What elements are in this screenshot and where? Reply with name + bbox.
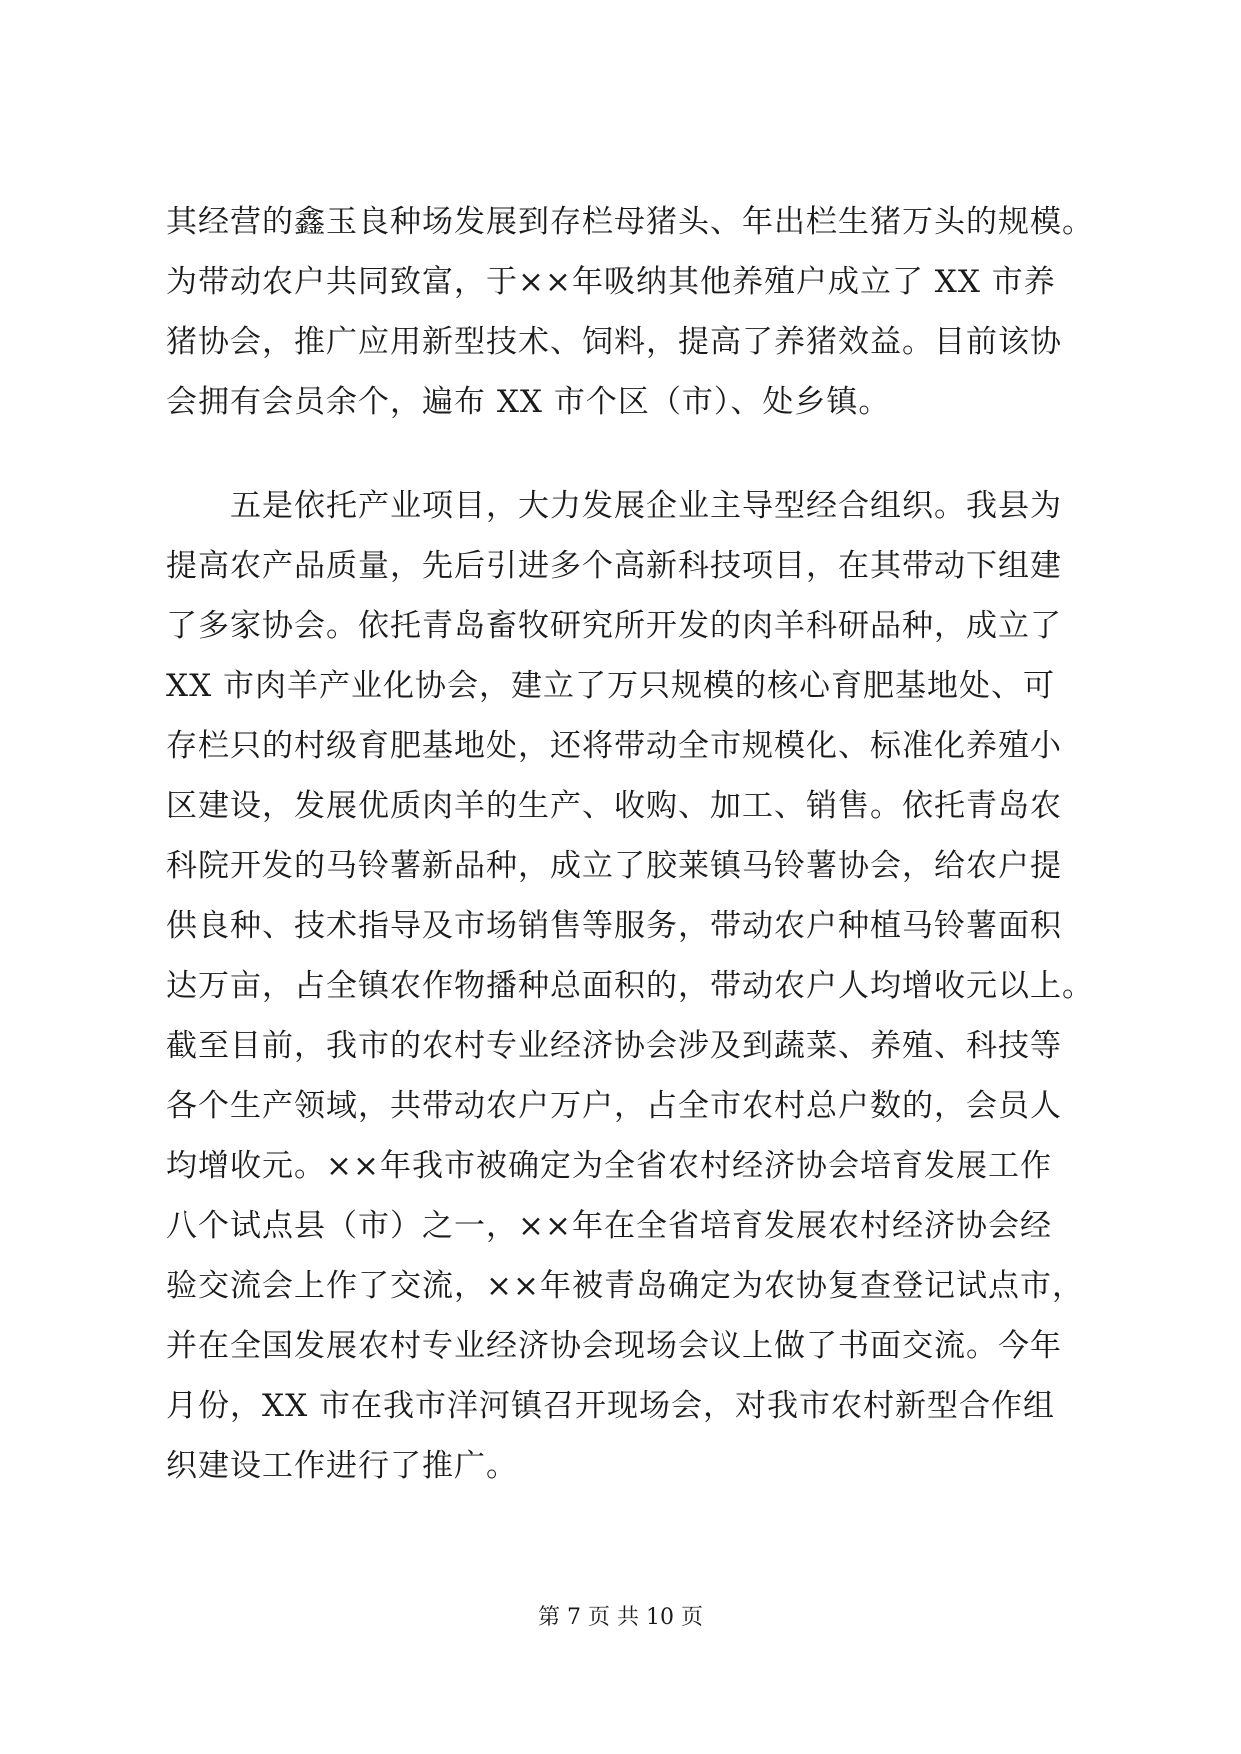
text-line: 猪协会，推广应用新型技术、饲料，提高了养猪效益。目前该协	[166, 324, 1062, 360]
text-line: 提高农产品质量，先后引进多个高新科技项目，在其带动下组建	[166, 548, 1062, 584]
text-line: 区建设，发展优质肉羊的生产、收购、加工、销售。依托青岛农	[166, 788, 1062, 824]
text-line: 了多家协会。依托青岛畜牧研究所开发的肉羊科研品种，成立了	[166, 608, 1062, 644]
text-line: 八个试点县（市）之一，××年在全省培育发展农村经济协会经	[166, 1208, 1052, 1244]
text-line: 截至目前，我市的农村专业经济协会涉及到蔬菜、养殖、科技等	[166, 1028, 1062, 1064]
text-line: 均增收元。××年我市被确定为全省农村经济协会培育发展工作	[166, 1148, 1052, 1184]
page-number-footer: 第 7 页 共 10 页	[538, 1605, 703, 1630]
text-line: 月份，XX 市在我市洋河镇召开现场会，对我市农村新型合作组	[166, 1388, 1055, 1424]
text-line: 织建设工作进行了推广。	[166, 1448, 518, 1484]
text-line: XX 市肉羊产业化协会，建立了万只规模的核心育肥基地处、可	[166, 668, 1055, 704]
text-line: 并在全国发展农村专业经济协会现场会议上做了书面交流。今年	[166, 1328, 1062, 1364]
text-line: 各个生产领域，共带动农户万户，占全市农村总户数的，会员人	[166, 1088, 1062, 1124]
text-line: 达万亩，占全镇农作物播种总面积的，带动农户人均增收元以上。	[166, 968, 1094, 1004]
text-line: 为带动农户共同致富，于××年吸纳其他养殖户成立了 XX 市养	[166, 264, 1056, 300]
text-line: 存栏只的村级育肥基地处，还将带动全市规模化、标准化养殖小	[166, 728, 1062, 764]
text-line: 验交流会上作了交流，××年被青岛确定为农协复查登记试点市，	[166, 1268, 1084, 1304]
text-line: 科院开发的马铃薯新品种，成立了胶莱镇马铃薯协会，给农户提	[166, 848, 1062, 884]
text-line: 会拥有会员余个，遍布 XX 市个区（市）、处乡镇。	[166, 384, 891, 420]
paragraph-first-line: 五是依托产业项目，大力发展企业主导型经合组织。我县为	[230, 488, 1062, 524]
text-line: 供良种、技术指导及市场销售等服务，带动农户种植马铃薯面积	[166, 908, 1062, 944]
text-line: 其经营的鑫玉良种场发展到存栏母猪头、年出栏生猪万头的规模。	[166, 204, 1094, 240]
